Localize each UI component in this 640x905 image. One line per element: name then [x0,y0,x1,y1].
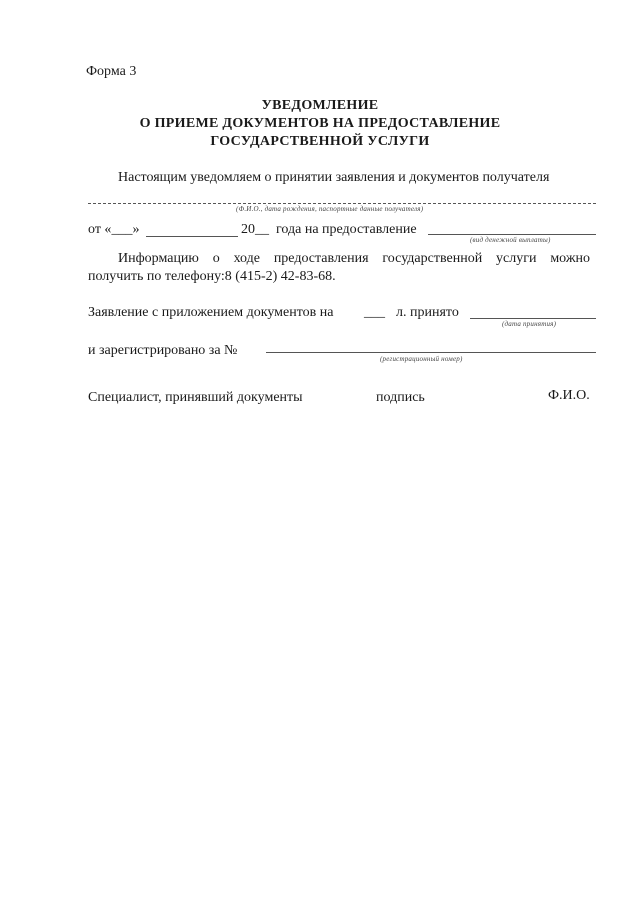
notice-intro: Настоящим уведомляем о принятии заявления и документов получателя [118,170,550,185]
document-title-line1: УВЕДОМЛЕНИЕ [261,98,379,113]
accepted-label: л. принято [396,305,459,320]
document-title-line3: ГОСУДАРСТВЕННОЙ УСЛУГИ [210,134,430,149]
recipient-hint: (Ф.И.О., дата рождения, паспортные данные получателя) [236,205,424,213]
form-label: Форма 3 [86,64,137,79]
signature-label: подпись [376,390,425,405]
date-close: » [132,222,140,237]
date-suffix: года на предоставление [276,222,417,237]
application-text: Заявление с приложением документов на [88,305,334,320]
accepted-date-hint: (дата принятия) [502,320,557,328]
date-year: 20__ [241,222,269,237]
registration-text: и зарегистрировано за № [88,343,238,358]
recipient-line [88,203,596,204]
info-line1: Информацию о ходе предоставления государственной услуги можно [118,251,590,266]
accepted-date-line [470,318,596,319]
date-day-blank: ___ [111,222,133,237]
registration-number-line [266,352,596,353]
date-prefix: от « [88,222,112,237]
pages-blank: ___ [364,305,385,320]
payment-hint: (вид денежной выплаты) [470,236,551,244]
name-label: Ф.И.О. [548,388,590,403]
specialist-label: Специалист, принявший документы [88,390,303,405]
document-title-line2: О ПРИЕМЕ ДОКУМЕНТОВ НА ПРЕДОСТАВЛЕНИЕ [139,116,501,131]
date-row [88,222,139,238]
date-month-line [146,236,238,237]
registration-number-hint: (регистрационный номер) [380,355,463,363]
payment-line [428,234,596,235]
info-line2: получить по телефону:8 (415-2) 42-83-68. [88,269,336,284]
